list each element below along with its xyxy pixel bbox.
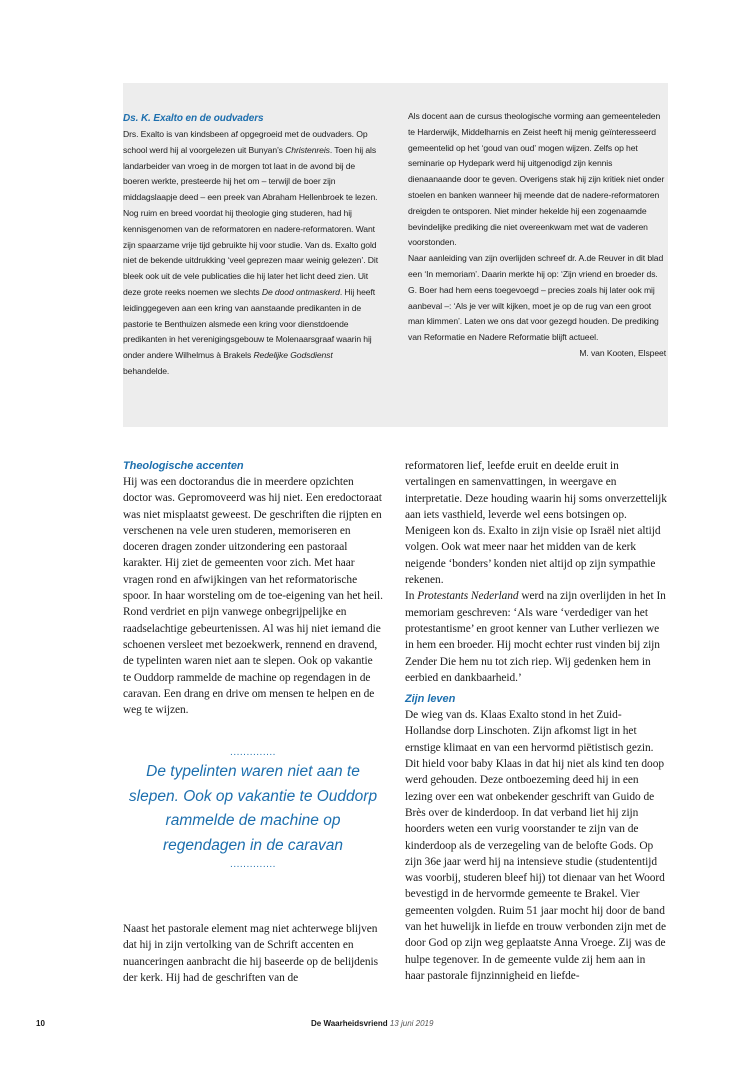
pull-quote-text: De typelinten waren niet aan te slepen. Ook op vakantie te Ouddorp rammelde de machine op regendagen in de caravan bbox=[128, 763, 378, 854]
article-paragraph: Naast het pastorale element mag niet achterwege blijven dat hij in zijn vertolking van de Schrift accenten en nuanceringen aanbracht die hij baseerde op de belijdenis der kerk. Hij had de geschriften van de bbox=[123, 923, 378, 984]
article-paragraph: Hij was een doctorandus die in meerdere opzichten doctor was. Gepromoveerd was hij niet. Een eredoctoraat was niet misplaatst geweest. De geschriften die rijpten en verschenen na vele uren studeren, memoriseren en doceren dragen zonder uitzondering een pastoraal karakter. Hij ziet de gemeenten voor zich. Met haar vragen rond en afwijkingen van het reformatorische spoor. In haar worsteling om de toe-eigening van het heil. Rond verdriet en pijn vanwege onbegrijpelijke en raadselachtige gebeurtenissen. Al was hij niet iemand die schoenen versleet met bezoekwerk, rennend en dravend, de typelinten waren niet aan te slepen. Ook op vakantie te Ouddorp rammelde de machine op regendagen in de caravan. Een drang en drive om mensen te helpen en de weg te wijzen. bbox=[123, 476, 383, 717]
article-left-column bbox=[123, 458, 383, 718]
book-title: Christenreis bbox=[285, 144, 330, 155]
pull-quote bbox=[123, 746, 383, 872]
text-run: In bbox=[405, 590, 418, 603]
publication-title: Protestants Nederland bbox=[417, 590, 519, 603]
sidebar-paragraph bbox=[123, 206, 381, 380]
issue-date: 13 juni 2019 bbox=[389, 1019, 434, 1028]
section-heading: Theologische accenten bbox=[123, 460, 244, 472]
text-run: . Toen hij als landarbeider van vroeg in de morgen tot laat in de avond bij de boeren werkte, presteerde hij het om – terwijl de boer zijn middagslaapje deed – een preek van Abraham Hellenbroek te lezen. bbox=[123, 144, 378, 203]
section-heading: Zijn leven bbox=[405, 693, 456, 706]
text-run: . Hij heeft leidinggegeven aan een kring van aanstaande predikanten in de pastorie te Benthuizen alsmede een kring voor dienstdoende predikanten in het verenigingsgebouw te Molenaarsgraaf waarin hij onder andere Wilhelmus à Brakels bbox=[123, 286, 376, 361]
page-number: 10 bbox=[36, 1019, 45, 1028]
book-title: Redelijke Godsdienst bbox=[253, 350, 333, 361]
sidebar-paragraph: Naar aanleiding van zijn overlijden schreef dr. A.de Reuver in dit blad een ‘In memoriam’. Daarin merkte hij op: ‘Zijn vriend en broeder ds. G. Boer had hem eens toegevoegd – precies zoals hij later ook mij aanbeval –: ‘Als je ver wilt kijken, moet je op de rug van een groot man klimmen’. Laten we ons dat voor gezegd houden. De prediking van Reformatie en Nadere Reformatie blijft actueel. bbox=[408, 253, 664, 343]
text-run: behandelde. bbox=[123, 365, 170, 376]
text-run: werd na zijn overlijden in het In memoriam geschreven: ‘Als ware ‘verdediger van het protestantisme’ en groot kenner van Luther verliezen we in hem een broeder. Hij mocht echter rust vinden bij zijn Zender Die hem nu tot zich riep. Wij gedenken hem in eerbied en dankbaarheid.’ bbox=[405, 590, 666, 684]
text-run: Drs. Exalto is van kindsbeen af opgegroeid met de oudvaders. Op school werd hij al voorgelezen uit Bunyan’s bbox=[123, 129, 368, 155]
book-title: De dood ontmaskerd bbox=[261, 286, 340, 297]
article-paragraph: reformatoren lief, leefde eruit en deelde eruit in vertalingen en samenvattingen, in weergave en interpretatie. Deze houding waarin hij soms onverzettelijk aan iets vasthield, leverde wel eens botsingen op. Menigeen kon ds. Exalto in zijn visie op Israël niet altijd volgen. Ook wat meer naar het midden van de kerk neigende ‘bonders’ konden niet altijd op zijn sympathie rekenen. bbox=[405, 460, 667, 587]
footer-publication bbox=[311, 1019, 433, 1028]
sidebar-left-column bbox=[123, 111, 381, 380]
pull-quote-bottom-dots: .............. bbox=[230, 859, 276, 870]
sidebar-paragraph bbox=[123, 127, 381, 206]
sidebar-title: Ds. K. Exalto en de oudvaders bbox=[123, 113, 264, 124]
magazine-name: De Waarheidsvriend bbox=[311, 1019, 388, 1028]
sidebar-right-column bbox=[408, 109, 666, 362]
sidebar-paragraph: Als docent aan de cursus theologische vorming aan gemeenteleden te Harderwijk, Middelharnis en Zeist heeft hij menig geïnteresseerd gemeentelid op het ‘goud van oud’ mogen wijzen. Zelfs op het seminarie op Hydepark werd hij uitgenodigd zijn kennis dienaanaande door te geven. Overigens stak hij zijn kritiek niet onder stoelen en banken wanneer hij meende dat de nadere-reformatoren dreigden te ontsporen. Niet minder hekelde hij een zogenaamde bevindelijke prediking die niet overeenkwam met wat de vaderen voorstonden. bbox=[408, 111, 665, 248]
sidebar-signature: M. van Kooten, Elspeet bbox=[579, 347, 666, 358]
pull-quote-top-dots: .............. bbox=[230, 747, 276, 758]
article-left-column-bottom bbox=[123, 921, 383, 986]
sidebar-box bbox=[123, 83, 668, 427]
article-paragraph bbox=[405, 588, 667, 686]
article-paragraph: De wieg van ds. Klaas Exalto stond in het Zuid-Hollandse dorp Linschoten. Zijn afkomst ligt in het ernstige klimaat en van een hervormd piëtistisch gezin. Dit hield voor baby Klaas in dat hij niet als kind ten doop werd gehouden. Deze ontboezeming deed hij in een lezing over een wat onbekender geschrift van Guido de Brès over de kinderdoop. In dat verband liet hij zijn hoorders weten een vurig voorstander te zijn van de kinderdoop als de verzegeling van de belofte Gods. Op zijn 36e jaar werd hij na intensieve studie (studententijd was voorbij, studeren bleef hij) tot dienaar van het Woord bevestigd in de hervormde gemeente te Brakel. Vier gemeenten volgden. Ruim 51 jaar mocht hij door de band van het huwelijk in liefde en trouw verbonden zijn met de door God op zijn weg geplaatste Anna Vroege. Zij was de hulpe tegenover. In de gemeente vulde zij hem aan in haar pastorale fijnzinnigheid en liefde- bbox=[405, 709, 666, 982]
article-right-column bbox=[405, 458, 667, 984]
text-run: Nog ruim en breed voordat hij theologie ging studeren, had hij kennisgenomen van de reformatoren en nadere-reformatoren. Want zijn spaarzame vrije tijd gebruikte hij voor studie. Van ds. Exalto gold niet de bekende uitdrukking ‘veel geprezen maar weinig gelezen’. Dit bleek ook uit de vele publicaties die hij later het licht deed zien. Uit deze grote reeks noemen we slechts bbox=[123, 207, 378, 297]
